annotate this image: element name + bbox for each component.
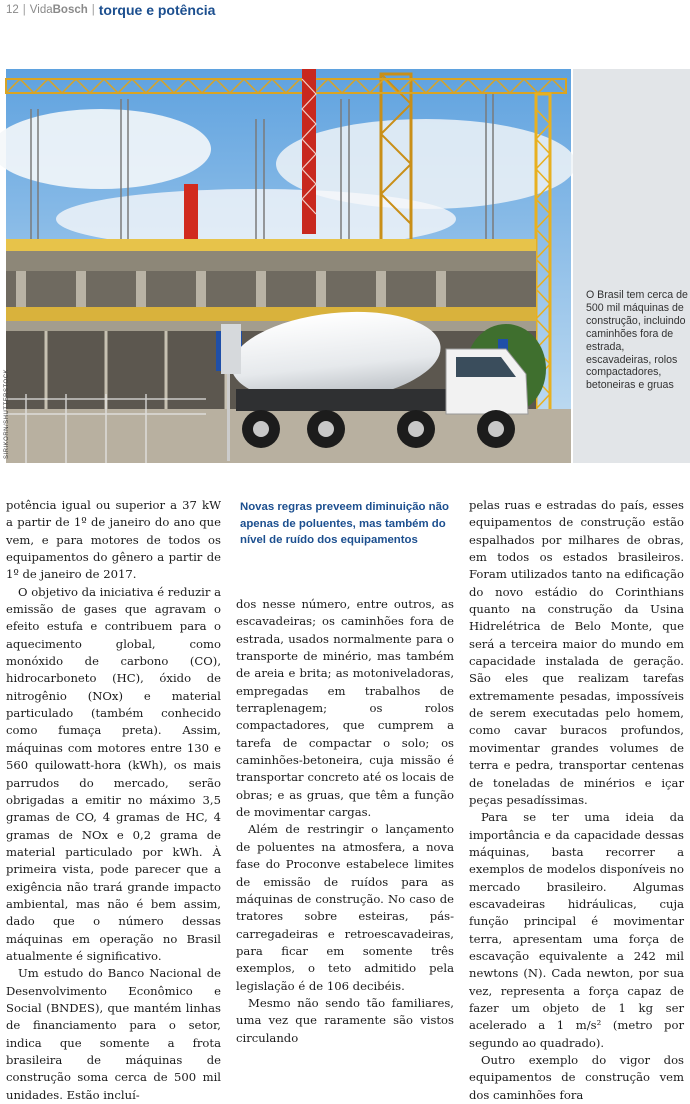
header-separator: | [91,4,95,16]
paragraph: Além de restringir o lançamento de poluentes na atmosfera, a nova fase do Proconve estabelece limites de emissão de ruídos para as máquinas de construção. No caso de tratores sobre esteiras, pás-carregadeiras e retroescavadeiras, para ficar em somente três exemplos, o teto admitido pela legislação é de 106 decibéis. [236,822,454,993]
page-number: 12 [6,4,19,16]
paragraph: Para se ter uma ideia da importância e da capacidade dessas máquinas, basta recorrer a exemplos de modelos disponíveis no mercado brasileiro. Algumas escavadeiras hidráulicas, cuja função principal é movimentar terra, apresentam uma força de escavação equivalente a 242 mil newtons (N). Cada newton, por sua vez, representa a força capaz de fazer um objeto de 1 kg ser acelerado a 1 m/s² (metro por segundo ao quadrado). [469,810,684,1050]
construction-site-photo [6,69,571,463]
article-column-2 [236,596,454,1047]
article-column-1 [6,497,221,1104]
header-separator: | [22,4,26,16]
paragraph: Outro exemplo do vigor dos equipamentos de construção vem dos caminhões fora [469,1053,684,1102]
paragraph: Um estudo do Banco Nacional de Desenvolvimento Econômico e Social (BNDES), que mantém linhas de financiamento para o setor, indica que somente a frota brasileira de máquinas de construção soma cerca de 500 mil unidades. Estão incluí- [6,966,221,1102]
paragraph: potência igual ou superior a 37 kW a partir de 1º de janeiro do ano que vem, e para motores de todos os equipamentos do gênero a partir de 1º de janeiro de 2017. [6,498,221,582]
paragraph: pelas ruas e estradas do país, esses equipamentos de construção estão espalhados por milhares de obras, em todos os estados brasileiros. Foram utilizados tanto na edificação do novo estádio do Corinthians quanto na construção da Usina Hidrelétrica de Belo Monte, que será a terceira maior do mundo em capacidade instalada de geração. São eles que realizam tarefas extremamente pesadas, impossíveis de serem executadas pelo homem, como cavar buracos profundos, movimentar grandes volumes de terra e pedra, transportar centenas de toneladas de minérios e içar peças pesadíssimas. [469,498,684,807]
magazine-brand: VidaBosch [29,4,88,16]
photo-credit: SIRIKORN/SHUTTERSTOCK [4,368,10,459]
paragraph: dos nesse número, entre outros, as escavadeiras; os caminhões fora de estrada, usados normalmente para o transporte de minério, mas também de areia e brita; as motoniveladoras, empregadas em trabalhos de terraplenagem; os rolos compactadores, que cumprem a tarefa de compactar o solo; os caminhões-betoneira, cuja missão é transportar concreto até os locais de obras; e as gruas, que têm a função de movimentar cargas. [236,597,454,820]
caption-box [573,69,690,463]
photo-caption: O Brasil tem cerca de 500 mil máquinas de construção, incluindo caminhões fora de estrada, escavadeiras, rolos compactadores, betoneiras e gruas [586,289,688,392]
page-header [6,0,215,20]
pull-quote: Novas regras preveem diminuição não apenas de poluentes, mas também do nível de ruído dos equipamentos [240,501,449,547]
paragraph: O objetivo da iniciativa é reduzir a emissão de gases que agravam o efeito estufa e contribuem para o aquecimento global, como monóxido de carbono (CO), hidrocarboneto (HC), óxido de nitrogênio (NOx) e material particulado (também conhecido como fumaça preta). Assim, máquinas com motores entre 130 e 560 quilowatt-hora (kWh), os mais parrudos do mercado, serão obrigadas a emitir no máximo 3,5 gramas de CO, 4 gramas de HC, 4 gramas de NOx e 0,2 grama de material particulado por kWh. À primeira vista, pode parecer que a exigência não trará grande impacto ambiental, mas não é bem assim, dado que o número dessas máquinas em operação no Brasil atualmente é significativo. [6,584,221,963]
construction-illustration [6,69,571,463]
section-title: torque e potência [98,2,216,18]
paragraph: Mesmo não sendo tão familiares, uma vez que raramente são vistos circulando [236,995,454,1045]
article-column-3 [469,497,684,1104]
